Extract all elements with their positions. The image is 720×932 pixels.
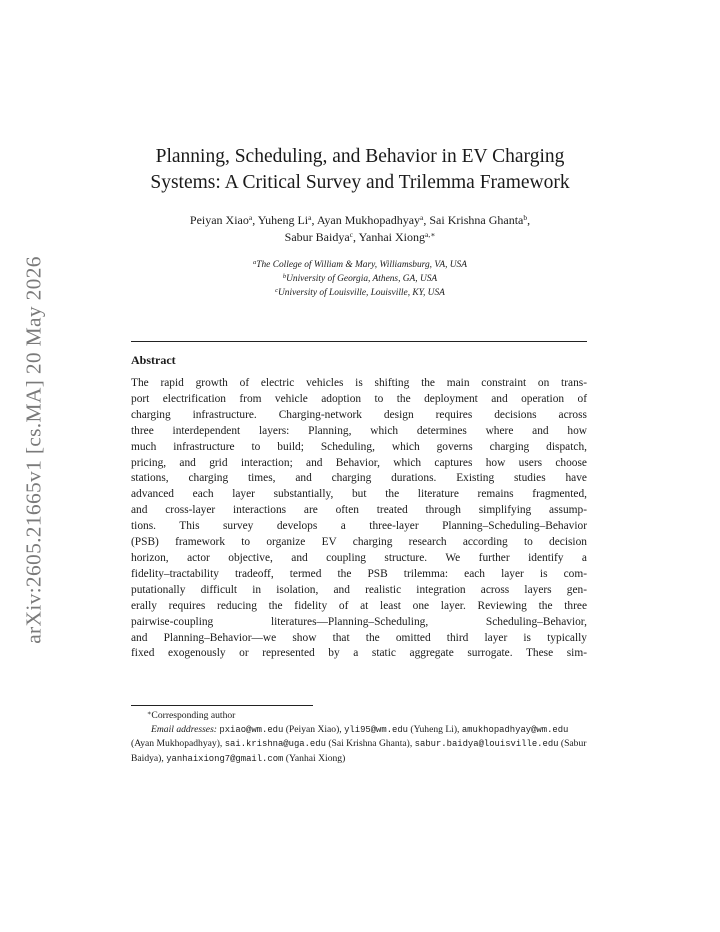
author-affiliation-mark: a (420, 213, 424, 222)
abstract-line: advanced each layer substantially, but the literature remains fragmented, (131, 488, 587, 501)
author-affiliation-mark: a (308, 213, 312, 222)
affiliation-mark: c (275, 287, 279, 294)
affiliation-item (110, 272, 610, 286)
author-affiliation-mark: a,∗ (425, 230, 436, 239)
affiliation-item (110, 258, 610, 272)
email-address[interactable]: yanhaixiong7@gmail.com (166, 754, 284, 765)
abstract-line: The rapid growth of electric vehicles is shifting the main constraint on trans- (131, 377, 587, 389)
email-owner: (Sabur Baidya), (131, 738, 587, 765)
affiliation-item (110, 286, 610, 300)
email-label: Email addresses: (151, 723, 217, 735)
footnote-rule (131, 705, 313, 706)
email-address[interactable]: amukhopadhyay@wm.edu (461, 724, 569, 735)
abstract-line: fixed exogenously or represented by a static aggregate surrogate. These sim- (131, 647, 587, 660)
email-address[interactable]: yli95@wm.edu (344, 724, 409, 735)
email-address[interactable]: pxiao@wm.edu (219, 724, 284, 735)
abstract-line: charging infrastructure. Charging-network design requires decisions across (131, 408, 587, 421)
author-separator: , (527, 213, 531, 227)
affiliation-mark: b (282, 273, 287, 280)
author-name: Yanhai Xiong (358, 230, 426, 244)
paper-title (110, 144, 610, 196)
author-list (110, 212, 610, 246)
affiliation-list (110, 258, 610, 300)
email-address[interactable]: sai.krishna@uga.edu (224, 739, 326, 750)
email-owner: (Peiyan Xiao), (285, 723, 342, 735)
title-line-1: Planning, Scheduling, and Behavior in EV Charging (155, 146, 565, 167)
author-affiliation-mark: a (248, 213, 253, 222)
abstract-line: pairwise-coupling literatures—Planning–Scheduling, Scheduling–Behavior, (131, 615, 587, 628)
affiliation-mark: a (253, 259, 257, 266)
author-line-1 (110, 212, 610, 229)
abstract-line: port electrification from vehicle adoption to the deployment and operation of (131, 392, 587, 405)
author-name: Peiyan Xiao (189, 213, 249, 227)
abstract-line: and Planning–Behavior—we show that the omitted third layer is typically (131, 631, 587, 644)
affiliation-text: The College of William & Mary, Williamsburg, VA, USA (256, 260, 467, 270)
abstract-line: and cross-layer interactions are often treated through simplifying assump- (131, 504, 587, 517)
author-separator: , (311, 213, 317, 227)
author-name: Sabur Baidya (284, 230, 350, 244)
abstract-line: much infrastructure to build; Scheduling, which governs charging dispatch, (131, 440, 587, 453)
footnote (131, 709, 587, 767)
author-affiliation-mark: b (523, 213, 528, 222)
corresponding-mark: ∗ (147, 710, 152, 717)
abstract-line: pricing, and grid interaction; and Behavior, which captures how users choose (131, 456, 587, 469)
abstract-top-rule (131, 341, 587, 342)
author-name: Sai Krishna Ghanta (429, 213, 524, 227)
email-owner: (Yanhai Xiong) (285, 753, 346, 765)
corresponding-author-label: Corresponding author (151, 710, 236, 721)
author-line-2 (110, 229, 610, 246)
corresponding-author-note (131, 709, 587, 723)
arxiv-identifier-stamp: arXiv:2605.21665v1 [cs.MA] 20 May 2026 (21, 256, 46, 644)
abstract-line: putationally difficult in isolation, and realistic integration across layers gen- (131, 583, 587, 596)
abstract-line: tions. This survey develops a three-layer Planning–Scheduling–Behavior (131, 520, 587, 533)
author-separator: , (252, 213, 258, 227)
email-addresses (131, 723, 587, 767)
email-owner: (Sai Krishna Ghanta), (328, 738, 413, 750)
email-owner: (Ayan Mukhopadhyay), (131, 738, 223, 750)
abstract-line: fidelity–tractability tradeoff, termed the PSB trilemma: each layer is com- (131, 567, 587, 580)
abstract-heading: Abstract (131, 353, 176, 367)
abstract-line: horizon, actor objective, and coupling structure. We further identify a (131, 551, 587, 564)
author-separator: , (423, 213, 430, 227)
email-address[interactable]: sabur.baidya@louisville.edu (414, 739, 559, 750)
author-separator: , (353, 230, 359, 244)
email-owner: (Yuheng Li), (410, 723, 460, 735)
abstract-body (131, 376, 587, 662)
author-name: Yuheng Li (257, 213, 309, 227)
affiliation-text: University of Georgia, Athens, GA, USA (286, 274, 438, 284)
title-line-2: Systems: A Critical Survey and Trilemma Framework (150, 172, 570, 193)
abstract-line: erally requires reducing the fidelity of at least one layer. Reviewing the three (131, 599, 587, 612)
abstract-line: stations, charging times, and charging durations. Existing studies have (131, 472, 587, 485)
abstract-line: (PSB) framework to organize EV charging research according to decision (131, 536, 587, 549)
abstract-line: three interdependent layers: Planning, which determines where and how (131, 424, 587, 437)
affiliation-text: University of Louisville, Louisville, KY, USA (278, 288, 445, 298)
author-affiliation-mark: c (349, 230, 353, 239)
author-name: Ayan Mukhopadhyay (316, 213, 421, 227)
